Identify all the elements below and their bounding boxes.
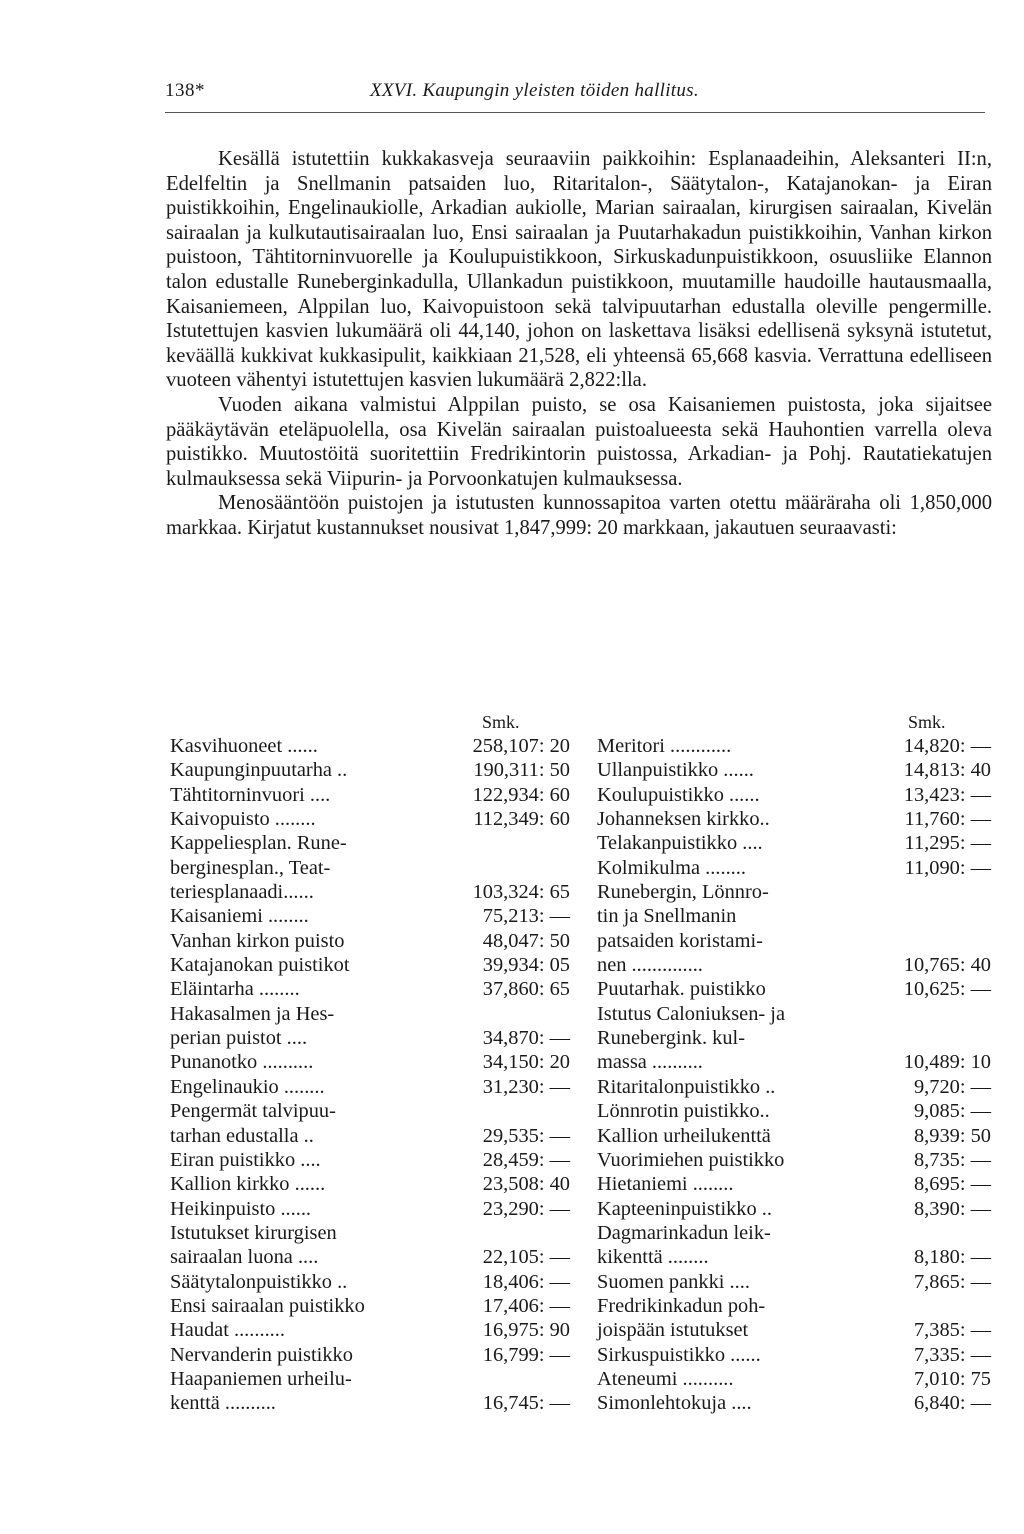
table-row [170, 1319, 570, 1343]
table-row [170, 1368, 570, 1392]
table-row [597, 832, 991, 856]
table-row [170, 1392, 570, 1416]
row-label: Kaisaniemi ........ [170, 905, 309, 928]
row-label: Suomen pankki .... [597, 1270, 750, 1293]
row-label: Kaupunginpuutarha .. [170, 759, 348, 782]
row-value: 13,423: — [903, 783, 991, 806]
row-label: Dagmarinkadun leik- [597, 1221, 771, 1244]
row-value: 10,625: — [903, 978, 991, 1001]
row-label: Eiran puistikko .... [170, 1148, 321, 1171]
row-value: 103,324: 65 [472, 881, 570, 904]
row-label: Puutarhak. puistikko [597, 978, 766, 1001]
table-row [597, 1149, 991, 1173]
table-row [597, 1271, 991, 1295]
table-row [597, 881, 991, 905]
row-value: 10,489: 10 [903, 1051, 991, 1074]
row-value: 16,975: 90 [482, 1319, 570, 1342]
row-label: Engelinaukio ........ [170, 1075, 325, 1098]
table-row [597, 905, 991, 929]
row-label: Kappeliesplan. Rune- [170, 832, 347, 855]
row-value: 11,295: — [904, 832, 991, 855]
paragraph: Vuoden aikana valmistui Alppilan puisto, se osa Kaisaniemen puistosta, joka sijaitsee pääkäytävän eteläpuolella, osa Kivelän sairaalan puistoalueesta sekä Hauhontien varrella oleva puistikko. Muutostöitä suoritettiin Fredrikintorin puistossa, Arkadian- ja Pohj. Rautatiekatujen kulmauksessa sekä Viipurin- ja Porvoonkatujen kulmauksessa. [166, 393, 992, 490]
row-label: berginesplan., Teat- [170, 856, 331, 879]
row-label: teriesplanaadi...... [170, 881, 314, 904]
row-label: Johanneksen kirkko.. [597, 808, 770, 831]
row-value: 37,860: 65 [482, 978, 570, 1001]
table-row [597, 784, 991, 808]
table-row [597, 1027, 991, 1051]
row-label: Runebergink. kul- [597, 1027, 746, 1050]
row-value: 48,047: 50 [482, 929, 570, 952]
table-row [597, 1344, 991, 1368]
row-value: 9,085: — [913, 1100, 991, 1123]
row-label: Säätytalonpuistikko .. [170, 1270, 348, 1293]
row-label: tarhan edustalla .. [170, 1124, 314, 1147]
table-row [597, 1368, 991, 1392]
table-row [170, 832, 570, 856]
table-row [170, 978, 570, 1002]
row-value: 6,840: — [913, 1392, 991, 1415]
row-value: 7,385: — [913, 1319, 991, 1342]
header-rule [165, 112, 985, 113]
row-label: Simonlehtokuja .... [597, 1392, 752, 1415]
row-value: 8,735: — [913, 1148, 991, 1171]
table-row [170, 1173, 570, 1197]
table-row [170, 881, 570, 905]
row-value: 112,349: 60 [473, 808, 570, 831]
table-row [597, 808, 991, 832]
row-label: kikenttä ........ [597, 1246, 709, 1269]
table-row [170, 1100, 570, 1124]
table-row [170, 759, 570, 783]
row-value: 16,799: — [482, 1343, 570, 1366]
expense-table-left [170, 735, 570, 1417]
row-label: Tähtitorninvuori .... [170, 783, 331, 806]
row-value: 7,010: 75 [913, 1367, 991, 1390]
currency-header-right: Smk. [908, 712, 946, 732]
row-value: 29,535: — [482, 1124, 570, 1147]
table-row [597, 857, 991, 881]
row-value: 122,934: 60 [472, 783, 570, 806]
row-value: 23,508: 40 [482, 1173, 570, 1196]
row-value: 10,765: 40 [903, 954, 991, 977]
row-value: 11,760: — [904, 808, 991, 831]
row-value: 190,311: 50 [473, 759, 570, 782]
row-value: 8,695: — [913, 1173, 991, 1196]
row-value: 34,150: 20 [482, 1051, 570, 1074]
row-label: nen .............. [597, 954, 703, 977]
table-row [597, 1173, 991, 1197]
table-row [597, 1319, 991, 1343]
row-label: Heikinpuisto ...... [170, 1197, 312, 1220]
row-label: Kallion kirkko ...... [170, 1173, 326, 1196]
row-value: 14,820: — [903, 735, 991, 757]
row-label: Hietaniemi ........ [597, 1173, 734, 1196]
table-row [170, 1222, 570, 1246]
row-label: joispään istutukset [597, 1319, 749, 1342]
table-row [170, 735, 570, 759]
row-label: Runebergin, Lönnro- [597, 881, 769, 904]
row-label: Lönnrotin puistikko.. [597, 1100, 770, 1123]
table-row [170, 1271, 570, 1295]
row-label: Istutukset kirurgisen [170, 1221, 337, 1244]
table-row [170, 1198, 570, 1222]
row-label: Haapaniemen urheilu- [170, 1367, 352, 1390]
table-row [170, 1295, 570, 1319]
currency-header-left: Smk. [482, 712, 520, 732]
table-row [170, 930, 570, 954]
row-label: Meritori ............ [597, 735, 732, 757]
table-row [170, 1003, 570, 1027]
table-row [597, 1222, 991, 1246]
table-row [170, 784, 570, 808]
row-label: sairaalan luona .... [170, 1246, 319, 1269]
paragraph: Kesällä istutettiin kukkakasveja seuraaviin paikkoihin: Esplanaadeihin, Aleksanteri II:n, Edelfeltin ja Snellmanin patsaiden luo, Ritaritalon-, Säätytalon-, Katajanokan- ja Eiran puistikkoihin, Engelinaukiolle, Arkadian aukiolle, Marian sairaalan, kirurgisen sairaalan, Kivelän sairaalan ja kulkutautisairaalan luo, Ensi sairaalan ja Puutarhakadun puistikkoihin, Vanhan kirkon puistoon, Tähtitorninvuorelle ja Koulupuistikkoon, Sirkuskadunpuistikkoon, osuusliike Elannon talon edustalle Runeberginkadulla, Ullankadun puistikkoon, muutamille haudoille hautausmaalla, Kaisaniemeen, Alppilan luo, Kaivopuistoon sekä talvipuutarhan edustalla oleville pengermille. Istutettujen kasvien lukumäärä oli 44,140, johon on laskettava lisäksi edellisenä syksynä istutetut, keväällä kukkivat kukkasipulit, kaikkiaan 21,528, eli yhteensä 65,668 kasvia. Verrattuna edelliseen vuoteen vähentyi istutettujen kasvien lukumäärä 2,822:lla. [166, 148, 992, 392]
table-row [597, 1198, 991, 1222]
table-row [170, 1246, 570, 1270]
row-label: massa .......... [597, 1051, 703, 1074]
row-value: 8,180: — [913, 1246, 991, 1269]
row-label: Ensi sairaalan puistikko [170, 1294, 365, 1317]
row-label: Hakasalmen ja Hes- [170, 1002, 335, 1025]
row-label: Nervanderin puistikko [170, 1343, 353, 1366]
row-value: 31,230: — [482, 1075, 570, 1098]
row-value: 75,213: — [482, 905, 570, 928]
row-label: Kapteeninpuistikko .. [597, 1197, 772, 1220]
body-text [166, 147, 992, 541]
table-row [170, 1344, 570, 1368]
row-value: 258,107: 20 [472, 735, 570, 757]
table-row [597, 1076, 991, 1100]
running-title: XXVI. Kaupungin yleisten töiden hallitus. [370, 80, 699, 101]
row-label: kenttä .......... [170, 1392, 276, 1415]
row-label: Kallion urheilukenttä [597, 1124, 771, 1147]
table-row [597, 1295, 991, 1319]
table-row [170, 808, 570, 832]
table-row [170, 1027, 570, 1051]
table-row [597, 1051, 991, 1075]
row-label: Punanotko .......... [170, 1051, 314, 1074]
table-row [170, 857, 570, 881]
row-value: 28,459: — [482, 1148, 570, 1171]
table-row [170, 1051, 570, 1075]
table-row [597, 759, 991, 783]
row-value: 7,865: — [913, 1270, 991, 1293]
table-row [170, 954, 570, 978]
row-label: Ritaritalonpuistikko .. [597, 1075, 776, 1098]
table-row [170, 1149, 570, 1173]
row-value: 14,813: 40 [903, 759, 991, 782]
table-row [597, 978, 991, 1002]
row-label: Kasvihuoneet ...... [170, 735, 318, 757]
table-row [597, 1392, 991, 1416]
row-label: Vanhan kirkon puisto [170, 929, 345, 952]
row-label: Vuorimiehen puistikko [597, 1148, 785, 1171]
row-value: 22,105: — [482, 1246, 570, 1269]
row-value: 34,870: — [482, 1027, 570, 1050]
table-row [597, 1003, 991, 1027]
table-row [597, 930, 991, 954]
row-label: perian puistot .... [170, 1027, 308, 1050]
row-label: patsaiden koristami- [597, 929, 763, 952]
expense-table-right [597, 735, 991, 1417]
table-row [597, 735, 991, 759]
row-label: Ullanpuistikko ...... [597, 759, 754, 782]
table-row [170, 1076, 570, 1100]
row-value: 11,090: — [904, 856, 991, 879]
row-value: 39,934: 05 [482, 954, 570, 977]
table-row [597, 1125, 991, 1149]
row-value: 17,406: — [482, 1294, 570, 1317]
row-value: 18,406: — [482, 1270, 570, 1293]
row-value: 7,335: — [913, 1343, 991, 1366]
row-label: Koulupuistikko ...... [597, 783, 760, 806]
row-label: Kolmikulma ........ [597, 856, 746, 879]
table-row [597, 1100, 991, 1124]
row-label: Ateneumi .......... [597, 1367, 734, 1390]
table-row [597, 954, 991, 978]
row-label: Pengermät talvipuu- [170, 1100, 336, 1123]
paragraph: Menosääntöön puistojen ja istutusten kunnossapitoa varten otettu määräraha oli 1,850,000 markkaa. Kirjatut kustannukset nousivat 1,847,999: 20 markkaan, jakautuen seuraavasti: [166, 492, 992, 539]
row-label: Eläintarha ........ [170, 978, 300, 1001]
table-row [170, 1125, 570, 1149]
page-header [165, 76, 991, 106]
row-label: Katajanokan puistikot [170, 954, 350, 977]
row-label: Kaivopuisto ........ [170, 808, 316, 831]
table-row [597, 1246, 991, 1270]
row-value: 23,290: — [482, 1197, 570, 1220]
row-value: 16,745: — [482, 1392, 570, 1415]
row-label: Sirkuspuistikko ...... [597, 1343, 761, 1366]
row-label: Haudat .......... [170, 1319, 285, 1342]
row-label: Telakanpuistikko .... [597, 832, 763, 855]
row-label: tin ja Snellmanin [597, 905, 737, 928]
row-value: 8,939: 50 [913, 1124, 991, 1147]
table-row [170, 905, 570, 929]
row-value: 8,390: — [913, 1197, 991, 1220]
row-value: 9,720: — [913, 1075, 991, 1098]
row-label: Istutus Caloniuksen- ja [597, 1002, 786, 1025]
row-label: Fredrikinkadun poh- [597, 1294, 766, 1317]
page-number: 138* [165, 80, 205, 101]
